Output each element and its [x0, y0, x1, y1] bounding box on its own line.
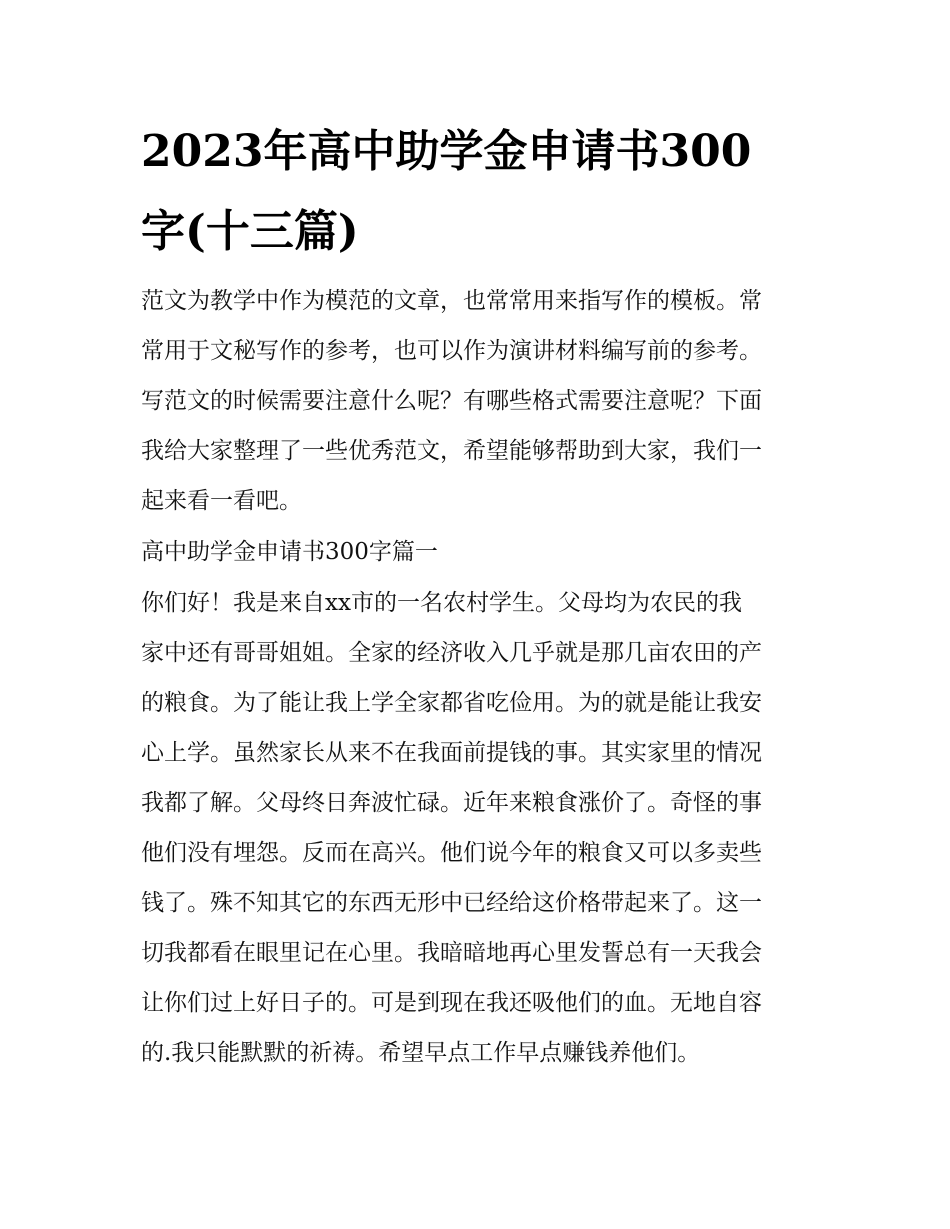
letter-line: 让你们过上好日子的。可是到现在我还吸他们的血。无地自容 — [141, 990, 762, 1016]
letter-line: 家中还有哥哥姐姐。全家的经济收入几乎就是那几亩农田的产 — [141, 640, 762, 666]
letter-line: 切我都看在眼里记在心里。我暗暗地再心里发誓总有一天我会 — [141, 940, 762, 966]
letter-line: 的粮食。为了能让我上学全家都省吃俭用。为的就是能让我安 — [141, 690, 762, 716]
page-title — [141, 112, 821, 272]
intro-paragraph — [141, 276, 813, 526]
intro-line: 我给大家整理了一些优秀范文，希望能够帮助到大家，我们一 — [141, 438, 762, 464]
intro-line: 写范文的时候需要注意什么呢？有哪些格式需要注意呢？下面 — [141, 388, 762, 414]
title-line: 2023年高中助学金申请书300 — [141, 126, 752, 177]
intro-line: 范文为教学中作为模范的文章，也常常用来指写作的模板。常 — [141, 288, 762, 314]
letter-line: 我都了解。父母终日奔波忙碌。近年来粮食涨价了。奇怪的事 — [141, 790, 762, 816]
intro-line: 常用于文秘写作的参考，也可以作为演讲材料编写前的参考。 — [141, 338, 762, 364]
letter-paragraph — [141, 578, 813, 1078]
letter-line: 你们好！我是来自xx市的一名农村学生。父母均为农民的我 — [141, 590, 742, 616]
intro-line: 起来看一看吧。 — [141, 488, 302, 514]
letter-line: 他们没有埋怨。反而在高兴。他们说今年的粮食又可以多卖些 — [141, 840, 762, 866]
title-line: 字(十三篇) — [141, 206, 359, 257]
letter-line: 的.我只能默默的祈祷。希望早点工作早点赚钱养他们。 — [141, 1040, 701, 1066]
letter-line: 钱了。殊不知其它的东西无形中已经给这价格带起来了。这一 — [141, 890, 762, 916]
section-heading: 高中助学金申请书300字篇一 — [141, 539, 438, 565]
letter-line: 心上学。虽然家长从来不在我面前提钱的事。其实家里的情况 — [141, 740, 762, 766]
